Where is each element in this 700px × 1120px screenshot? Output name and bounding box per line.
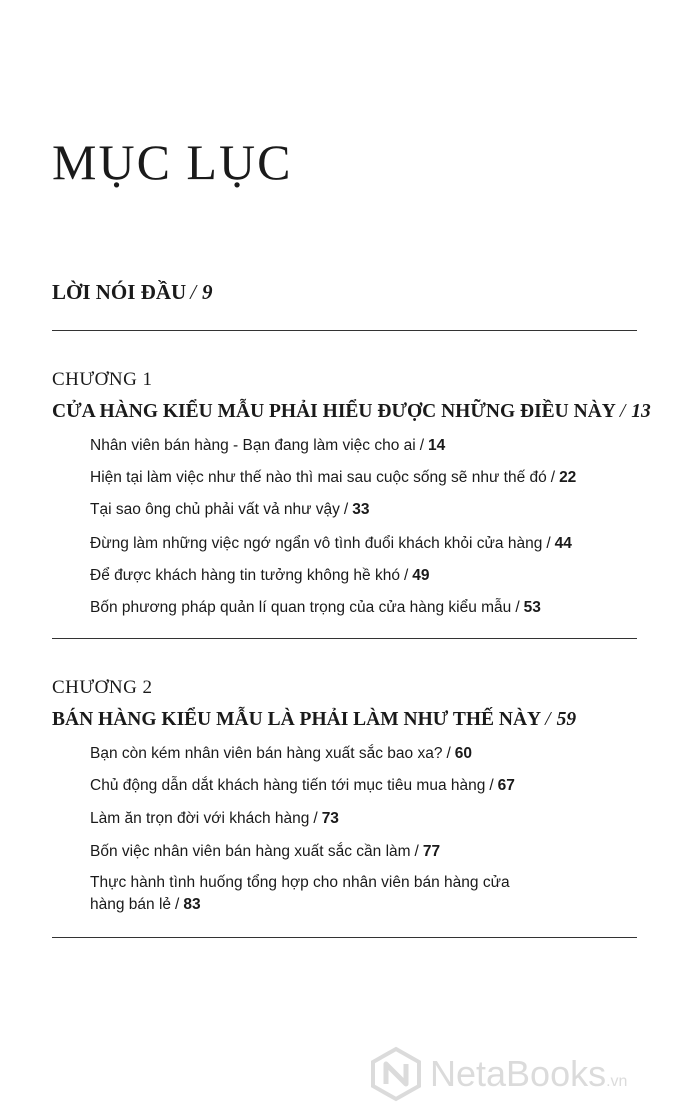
page-title: MỤC LỤC: [52, 134, 293, 190]
entry-title: Bốn việc nhân viên bán hàng xuất sắc cần làm: [90, 843, 411, 860]
entry-title: Nhân viên bán hàng - Bạn đang làm việc cho ai: [90, 437, 416, 454]
entry-title: Để được khách hàng tin tưởng không hề khó: [90, 567, 400, 584]
intro-page-number: 9: [202, 280, 213, 304]
chapter-2-title-line: [52, 706, 576, 734]
entry-separator: /: [515, 599, 520, 616]
entry-page-number: 22: [559, 469, 577, 486]
entry-separator: /: [489, 777, 494, 794]
chapter-2-separator: /: [545, 709, 551, 730]
intro-separator: /: [190, 280, 197, 304]
chapter-2-label: CHƯƠNG 2: [52, 677, 153, 698]
entry-page-number: 14: [428, 437, 446, 454]
chapter-1-title-line: [52, 398, 651, 426]
entry-separator: /: [419, 437, 425, 454]
chapter-1-separator: /: [619, 401, 626, 422]
watermark-suffix: .vn: [606, 1073, 628, 1090]
toc-entry: [90, 435, 630, 457]
chapter-1-page-number: 13: [631, 401, 651, 422]
toc-entry: [90, 533, 630, 555]
chapter-1-label: CHƯƠNG 1: [52, 369, 153, 390]
entry-page-number: 53: [523, 599, 541, 616]
entry-page-number: 33: [352, 501, 370, 518]
watermark-brand: NetaBooks: [430, 1053, 607, 1094]
entry-separator: /: [546, 535, 551, 552]
netabooks-logo-icon: [368, 1046, 424, 1102]
entry-separator: /: [175, 896, 180, 913]
entry-title: Đừng làm những việc ngớ ngẩn vô tình đuổi khách khỏi cửa hàng: [90, 535, 543, 552]
entry-separator: /: [343, 501, 349, 518]
toc-entry: [90, 808, 630, 830]
watermark-text: [430, 1052, 627, 1104]
entry-title: Làm ăn trọn đời với khách hàng: [90, 810, 310, 827]
toc-entry: [90, 565, 630, 587]
toc-entry: [90, 597, 630, 619]
toc-entry: [90, 872, 530, 916]
entry-page-number: 44: [554, 535, 572, 552]
toc-intro-entry: [52, 278, 213, 306]
entry-separator: /: [313, 810, 318, 827]
entry-title: Tại sao ông chủ phải vất vả như vậy: [90, 501, 340, 518]
netabooks-watermark: [368, 1046, 698, 1102]
entry-separator: /: [403, 567, 409, 584]
entry-title: Chủ động dẫn dắt khách hàng tiến tới mục tiêu mua hàng: [90, 777, 486, 794]
divider: [52, 330, 637, 331]
toc-entry: [90, 499, 630, 521]
entry-page-number: 73: [321, 810, 339, 827]
entry-page-number: 67: [497, 777, 515, 794]
entry-title: Bốn phương pháp quản lí quan trọng của cửa hàng kiểu mẫu: [90, 599, 512, 616]
chapter-2-title: BÁN HÀNG KIỂU MẪU LÀ PHẢI LÀM NHƯ THẾ NÀY: [52, 709, 542, 730]
entry-separator: /: [414, 843, 419, 860]
entry-separator: /: [550, 469, 556, 486]
toc-entry: [90, 743, 630, 765]
entry-title: Bạn còn kém nhân viên bán hàng xuất sắc bao xa?: [90, 745, 443, 762]
chapter-2-page-number: 59: [556, 709, 577, 730]
entry-page-number: 60: [454, 745, 473, 762]
divider: [52, 937, 637, 938]
entry-title: Hiện tại làm việc như thế nào thì mai sau cuộc sống sẽ như thế đó: [90, 469, 547, 486]
toc-entry: [90, 467, 630, 489]
intro-title: LỜI NÓI ĐẦU: [52, 280, 187, 304]
chapter-1-title: CỬA HÀNG KIỂU MẪU PHẢI HIỂU ĐƯỢC NHỮNG ĐIỀU NÀY: [52, 401, 616, 422]
divider: [52, 638, 637, 639]
entry-separator: /: [446, 745, 451, 762]
entry-page-number: 83: [183, 896, 201, 913]
toc-entry: [90, 775, 630, 797]
entry-page-number: 49: [412, 567, 430, 584]
entry-page-number: 77: [422, 843, 441, 860]
entry-title: Thực hành tình huống tổng hợp cho nhân viên bán hàng cửa hàng bán lẻ: [90, 874, 510, 913]
toc-entry: [90, 841, 630, 863]
